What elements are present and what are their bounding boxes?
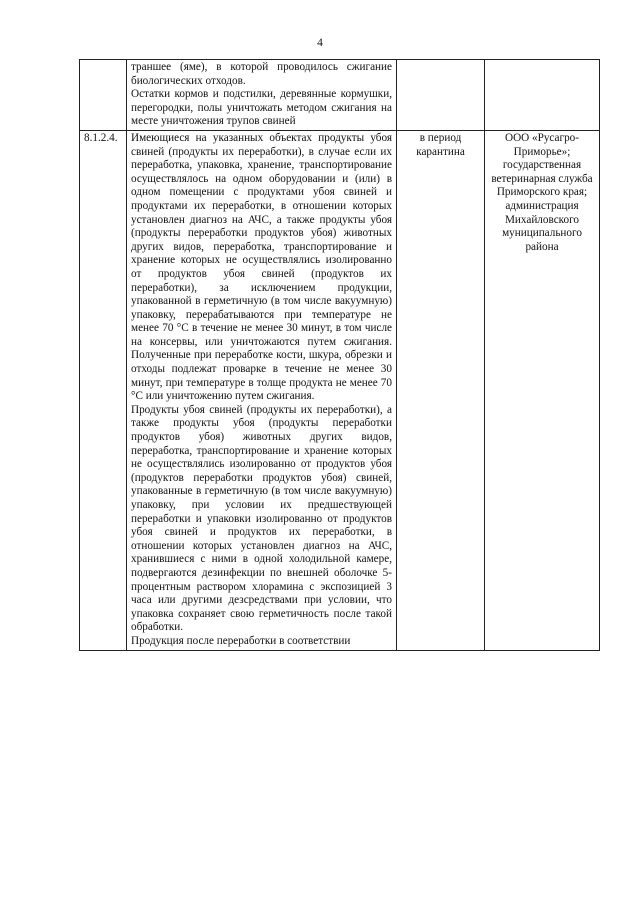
- measure-text: [127, 130, 397, 650]
- page-number: 4: [317, 37, 323, 49]
- measure-text: [127, 60, 397, 131]
- term-cell: [397, 60, 485, 131]
- measure-paragraph: Имеющиеся на указанных объектах продукты убоя свиней (продукты их переработки), в случае если их переработка, упаковка, хранение, транспортирование осуществлялось на одном оборудовании и (или) в одном помещении с продуктами убоя свиней и продуктами их переработки, в отношении которых установлен диагноз на АЧС, а также продукты убоя (продукты переработки продуктов убоя) животных других видов, переработка, транспортирование и хранение которых не осуществлялись изолированно от продуктов убоя свиней (продуктов их переработки), за исключением продукции, упакованной в герметичную (в том числе вакуумную) упаковку, перерабатываются при температуре не менее 70 °С в течение не менее 30 минут, в том числе на консервы, или уничтожаются путем сжигания. Полученные при переработке кости, шкура, обрезки и отходы подлежат проварке в течение не менее 30 минут, при температуре в толще продукта не менее 70 °С или уничтожению путем сжигания.: [131, 131, 392, 403]
- measure-paragraph: Продукция после переработки в соответствии: [131, 634, 351, 647]
- item-number: [80, 60, 127, 131]
- table-row: [80, 130, 600, 650]
- measures-table: [79, 59, 600, 651]
- measure-paragraph: Остатки кормов и подстилки, деревянные кормушки, перегородки, полы уничтожать методом сжигания на месте уничтожения трупов свиней: [131, 88, 392, 128]
- responsible-cell: [485, 60, 600, 131]
- term-cell: в период карантина: [397, 130, 485, 650]
- item-number: 8.1.2.4.: [80, 130, 127, 650]
- table-row: [80, 60, 600, 131]
- measure-paragraph: Продукты убоя свиней (продукты их переработки), а также продукты убоя (продукты переработки продуктов убоя) животных других видов, переработка, транспортирование и хранение которых не осуществлялись изолированно от продуктов убоя (продуктов переработки продуктов убоя) свиней, упакованные в герметичную (в том числе вакуумную) упаковку, при условии их предшествующей переработки и упаковки изолированно от продуктов убоя свиней и продуктов их переработки, в отношении которых установлен диагноз на АЧС, хранившиеся с ними в одной холодильной камере, подвергаются дезинфекции по внешней оболочке 5-процентным раствором хлорамина с экспозицией 3 часа или другими дезсредствами при условии, что упаковка сохраняет свою герметичность после такой обработки.: [131, 403, 392, 634]
- responsible-cell: ООО «Русагро-Приморье»; государственная ветеринарная служба Приморского края; администрация Михайловского муниципального района: [485, 130, 600, 650]
- measure-paragraph: траншее (яме), в которой проводилось сжигание биологических отходов.: [131, 61, 392, 87]
